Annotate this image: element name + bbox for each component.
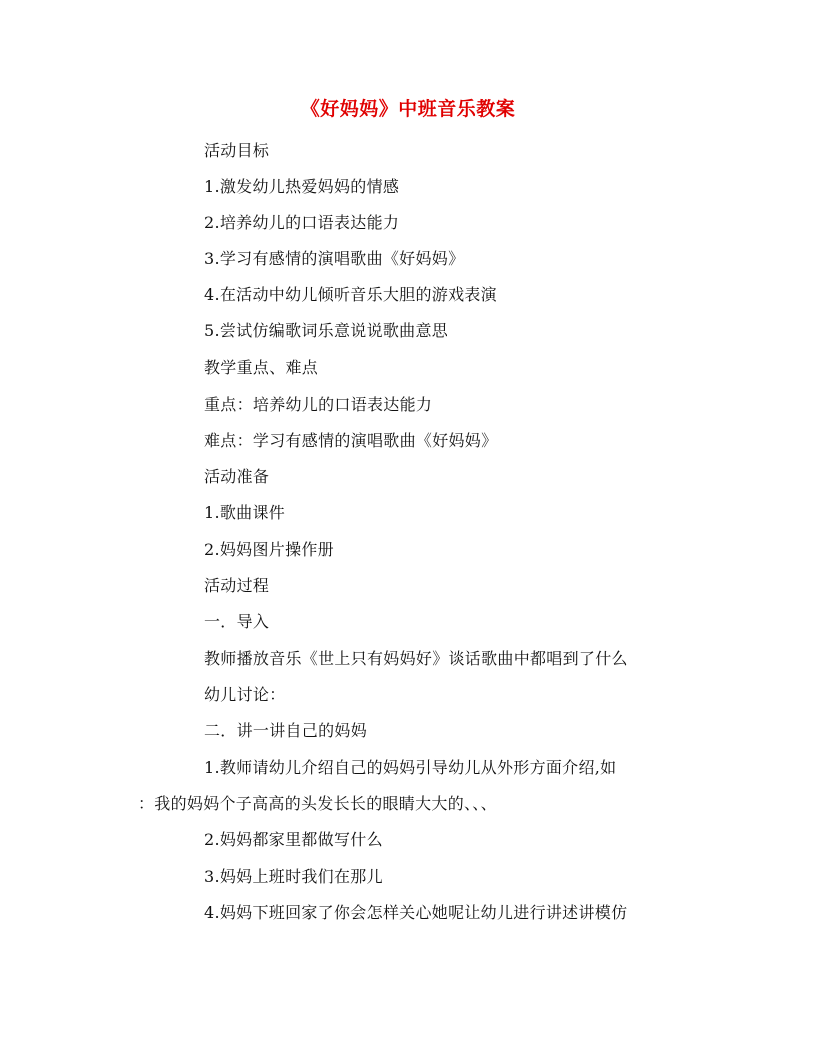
process-paragraph: 幼儿讨论：: [204, 685, 286, 704]
key-point-focus: 重点：培养幼儿的口语表达能力: [204, 395, 433, 414]
goal-item-1: 1.激发幼儿热爱妈妈的情感: [204, 177, 400, 196]
process-paragraph-continuation: ：我的妈妈个子高高的头发长长的眼睛大大的、、、: [138, 794, 497, 813]
goal-item-2: 2.培养幼儿的口语表达能力: [204, 213, 400, 232]
process-paragraph: 3.妈妈上班时我们在那儿: [204, 867, 383, 886]
goal-item-4: 4.在活动中幼儿倾听音乐大胆的游戏表演: [204, 285, 497, 304]
process-paragraph: 2.妈妈都家里都做写什么: [204, 830, 383, 849]
section-heading-goals: 活动目标: [204, 141, 270, 160]
section-heading-process: 活动过程: [204, 576, 270, 595]
process-step-2-heading: 二．讲一讲自己的妈妈: [204, 721, 368, 740]
document-title: 《好妈妈》中班音乐教案: [300, 98, 516, 120]
goal-item-5: 5.尝试仿编歌词乐意说说歌曲意思: [204, 321, 449, 340]
section-heading-preparation: 活动准备: [204, 467, 270, 486]
process-step-1-heading: 一．导入: [204, 612, 270, 631]
goal-item-3: 3.学习有感情的演唱歌曲《好妈妈》: [204, 249, 465, 268]
process-paragraph: 4.妈妈下班回家了你会怎样关心她呢让幼儿进行讲述讲模仿: [204, 903, 628, 922]
process-paragraph: 1.教师请幼儿介绍自己的妈妈引导幼儿从外形方面介绍,如: [204, 758, 617, 777]
process-paragraph: 教师播放音乐《世上只有妈妈好》谈话歌曲中都唱到了什么: [204, 649, 628, 668]
key-point-difficulty: 难点：学习有感情的演唱歌曲《好妈妈》: [204, 431, 498, 450]
section-heading-key-points: 教学重点、难点: [204, 358, 319, 377]
preparation-item-1: 1.歌曲课件: [204, 503, 286, 522]
preparation-item-2: 2.妈妈图片操作册: [204, 540, 334, 559]
